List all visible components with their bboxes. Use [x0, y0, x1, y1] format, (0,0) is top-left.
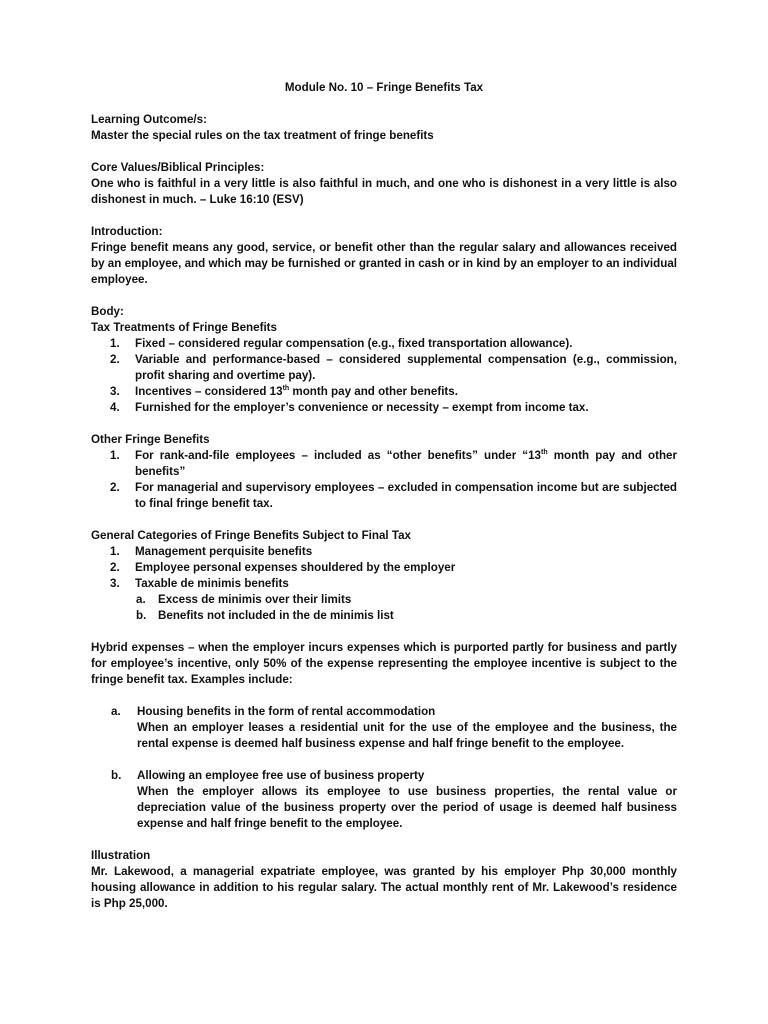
list-text: month pay and other benefits” [135, 449, 678, 478]
list-number: 2. [110, 561, 120, 574]
list-letter: b. [136, 609, 147, 622]
list-number: 4. [110, 401, 120, 414]
introduction-section [91, 224, 677, 288]
sub-list-item [91, 608, 677, 624]
introduction-text: Fringe benefit means any good, service, or benefit other than the regular salary and allowances received by an employee, and which may be furnished or granted in cash or in kind by an employer to an individual employee. [91, 241, 677, 286]
list-letter: b. [111, 769, 122, 782]
list-number: 3. [110, 385, 120, 398]
list-text: month pay and other benefits. [289, 385, 458, 398]
page-title: Module No. 10 – Fringe Benefits Tax [284, 81, 484, 94]
list-text: – exempt from income tax. [439, 401, 589, 414]
list-item [91, 384, 677, 400]
hybrid-paragraph [91, 640, 677, 688]
list-number: 1. [110, 337, 120, 350]
tax-treatments-list [91, 336, 677, 416]
example-title: Allowing an employee free use of business property [137, 769, 425, 782]
categories-list [91, 544, 677, 624]
learning-outcome-section [91, 112, 677, 144]
list-item [91, 576, 677, 592]
list-item [91, 560, 677, 576]
list-text: – considered 13 [191, 385, 283, 398]
hybrid-example [91, 768, 677, 832]
list-term: Incentives [135, 385, 192, 398]
list-item [91, 336, 677, 352]
superscript: th [282, 385, 290, 393]
illustration-heading: Illustration [91, 849, 151, 862]
core-values-heading: Core Values/Biblical Principles: [91, 161, 265, 174]
superscript: th [541, 449, 548, 457]
core-values-section [91, 160, 677, 208]
list-number: 2. [110, 353, 120, 366]
list-text: – considered regular compensation (e.g., fixed transportation allowance). [165, 337, 573, 350]
core-values-text: One who is faithful in a very little is also faithful in much, and one who is dishonest in a very little is also dishonest in much. – Luke 16:10 (ESV) [91, 177, 677, 206]
list-item [91, 544, 677, 560]
list-letter: a. [111, 705, 121, 718]
hybrid-term: Hybrid expenses [91, 641, 185, 654]
list-item [91, 352, 677, 384]
list-term: Furnished for the employer’s convenience or necessity [135, 401, 440, 414]
other-fringe-section [91, 432, 677, 512]
example-text: When the employer allows its employee to use business properties, the rental value or depreciation value of the business property over the period of usage is deemed half business expense and half fringe benefit to the employee. [137, 785, 677, 830]
list-text: For managerial and supervisory employees – excluded in compensation income but are subjected to final fringe benefit tax. [135, 481, 677, 510]
list-text: Excess de minimis over their limits [158, 593, 352, 606]
body-section [91, 304, 677, 416]
other-fringe-heading: Other Fringe Benefits [91, 433, 210, 446]
body-heading: Body: [91, 305, 124, 318]
illustration-section [91, 848, 677, 912]
tax-treatments-heading: Tax Treatments of Fringe Benefits [91, 321, 277, 334]
list-number: 1. [110, 449, 120, 462]
list-number: 3. [110, 577, 120, 590]
categories-heading: General Categories of Fringe Benefits Subject to Final Tax [91, 529, 411, 542]
list-text: For rank-and-file employees – included as “other benefits” under “13 [135, 449, 542, 462]
learning-outcome-heading: Learning Outcome/s: [91, 113, 207, 126]
illustration-text: Mr. Lakewood, a managerial expatriate employee, was granted by his employer Php 30,000 monthly housing allowance in addition to his regular salary. The actual monthly rent of Mr. Lakewood’s residence is Php 25,000. [91, 865, 677, 910]
list-item [91, 400, 677, 416]
list-term: Fixed [135, 337, 166, 350]
example-title: Housing benefits in the form of rental accommodation [137, 705, 436, 718]
list-text: Management perquisite benefits [135, 545, 313, 558]
list-item [91, 480, 677, 512]
document-page [91, 80, 677, 928]
list-number: 1. [110, 545, 120, 558]
example-text: When an employer leases a residential unit for the use of the employee and the business, the rental expense is deemed half business expense and half fringe benefit to the employee. [137, 721, 677, 750]
hybrid-example [91, 704, 677, 752]
list-term: Variable and performance-based [135, 353, 321, 366]
sub-list-item [91, 592, 677, 608]
list-text: Employee personal expenses shouldered by the employer [135, 561, 456, 574]
list-text: Taxable de minimis benefits [135, 577, 289, 590]
hybrid-text: – when the employer incurs expenses which is purported partly for business and partly for employee’s incentive, only 50% of the expense representing the employee incentive is subject to the fringe benefit tax. Examples include: [91, 641, 677, 686]
categories-section [91, 528, 677, 624]
introduction-heading: Introduction: [91, 225, 163, 238]
list-item [91, 448, 677, 480]
learning-outcome-text: Master the special rules on the tax treatment of fringe benefits [91, 129, 434, 142]
list-text: Benefits not included in the de minimis list [158, 609, 394, 622]
list-letter: a. [136, 593, 146, 606]
hybrid-section [91, 640, 677, 688]
list-text: – considered supplemental compensation (e.g., commission, profit sharing and overtime pay). [135, 353, 677, 382]
list-number: 2. [110, 481, 120, 494]
other-fringe-list [91, 448, 677, 512]
